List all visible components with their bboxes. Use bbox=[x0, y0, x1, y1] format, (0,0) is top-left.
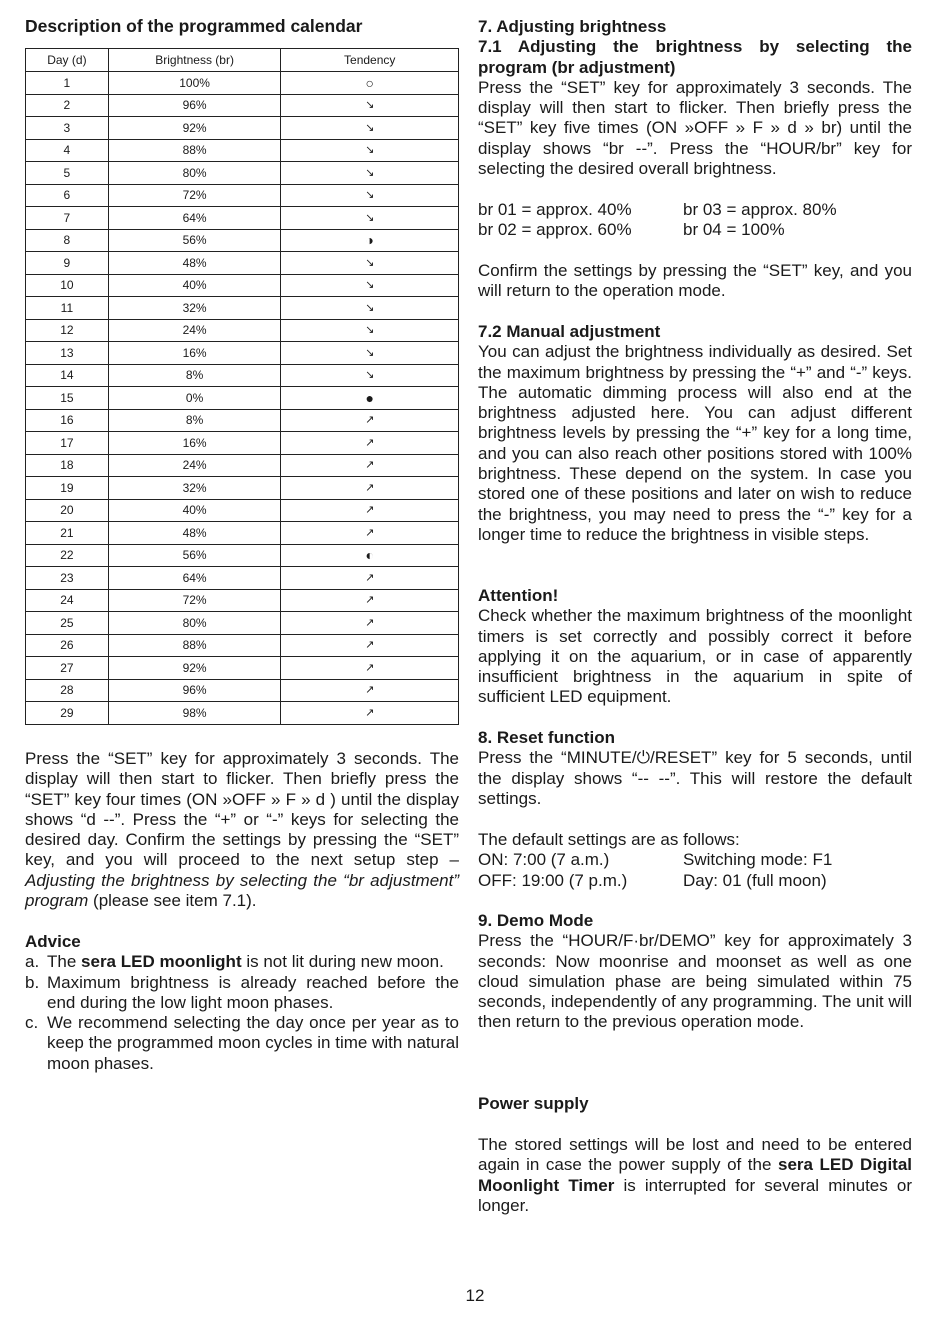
cell-brightness: 64% bbox=[108, 207, 281, 230]
paragraph-7-1: Press the “SET” key for approximately 3 seconds. The display will then start to flicker. Then briefly press the “SET” key five times (ON »OFF » F » d » br) until the display shows “br --”. Press the “HOUR/br” key for selecting the desired overall brightness. bbox=[478, 77, 912, 179]
br01: br 01 = approx. 40% bbox=[478, 200, 632, 219]
heading-7-1: 7.1 Adjusting the brightness by selecting the program (br adjustment) bbox=[478, 37, 912, 77]
cell-tendency: ↗ bbox=[281, 409, 459, 432]
cell-tendency: ↗ bbox=[281, 522, 459, 545]
day-para-end: (please see item 7.1). bbox=[88, 891, 257, 911]
power-product-name: sera LED Digital Moonlight Timer bbox=[478, 1155, 913, 1195]
cell-brightness: 100% bbox=[108, 72, 281, 95]
cell-brightness: 80% bbox=[108, 162, 281, 185]
cell-tendency: ↗ bbox=[281, 657, 459, 680]
cell-day: 12 bbox=[26, 319, 109, 342]
cell-brightness: 80% bbox=[108, 612, 281, 635]
attention-section bbox=[478, 586, 912, 708]
cell-tendency: ↘ bbox=[281, 184, 459, 207]
paragraph-7-2: You can adjust the brightness individually as desired. Set the maximum brightness by pressing the “+” and “-” keys. The automatic dimming process will also end at the brightness adjusted here. You can adjust different brightness levels by pressing the “+” key for a long time, and you can also reach other positions stored with 100% brightness. These depend on the system. In case you stored one of these positions and later on wish to reduce the brightness, you may need to press the “-” key for a longer time to reduce the brightness in visible steps. bbox=[478, 342, 912, 544]
cell-day: 3 bbox=[26, 117, 109, 140]
cell-brightness: 0% bbox=[108, 387, 281, 410]
advice-section bbox=[25, 932, 459, 1074]
cell-day: 2 bbox=[26, 94, 109, 117]
table-row bbox=[26, 184, 459, 207]
section-7 bbox=[478, 17, 912, 179]
table-row bbox=[26, 387, 459, 410]
cell-tendency: ↗ bbox=[281, 634, 459, 657]
heading-8: 8. Reset function bbox=[478, 728, 615, 747]
advice-text: The bbox=[47, 952, 82, 972]
cell-tendency: ↗ bbox=[281, 612, 459, 635]
advice-item bbox=[25, 952, 459, 972]
power-heading: Power supply bbox=[478, 1094, 589, 1113]
cell-brightness: 16% bbox=[108, 342, 281, 365]
table-row bbox=[26, 297, 459, 320]
cell-brightness: 98% bbox=[108, 702, 281, 725]
br04: br 04 = 100% bbox=[683, 220, 785, 240]
cell-brightness: 72% bbox=[108, 589, 281, 612]
cell-brightness: 64% bbox=[108, 567, 281, 590]
cell-day: 10 bbox=[26, 274, 109, 297]
table-row bbox=[26, 634, 459, 657]
cell-day: 15 bbox=[26, 387, 109, 410]
heading-7-2: 7.2 Manual adjustment bbox=[478, 322, 661, 341]
cell-brightness: 48% bbox=[108, 522, 281, 545]
table-row bbox=[26, 432, 459, 455]
table-header-row bbox=[26, 49, 459, 72]
cell-brightness: 92% bbox=[108, 657, 281, 680]
cell-day: 27 bbox=[26, 657, 109, 680]
cell-day: 24 bbox=[26, 589, 109, 612]
header-brightness: Brightness (br) bbox=[108, 49, 281, 72]
power-text-end: is interrupted for several minutes or longer. bbox=[478, 1175, 913, 1215]
cell-day: 16 bbox=[26, 409, 109, 432]
cell-tendency: ↗ bbox=[281, 454, 459, 477]
advice-marker: c. bbox=[25, 1013, 39, 1033]
cell-day: 26 bbox=[26, 634, 109, 657]
cell-day: 6 bbox=[26, 184, 109, 207]
cell-tendency: ↗ bbox=[281, 702, 459, 725]
cell-brightness: 24% bbox=[108, 454, 281, 477]
table-row bbox=[26, 229, 459, 252]
advice-heading: Advice bbox=[25, 932, 81, 951]
section-8 bbox=[478, 728, 912, 809]
table-row bbox=[26, 207, 459, 230]
cell-brightness: 92% bbox=[108, 117, 281, 140]
cell-brightness: 24% bbox=[108, 319, 281, 342]
section-7-2 bbox=[478, 322, 912, 545]
table-row bbox=[26, 477, 459, 500]
section-9 bbox=[478, 911, 912, 1033]
default-off: OFF: 19:00 (7 p.m.) bbox=[478, 870, 628, 890]
cell-brightness: 88% bbox=[108, 139, 281, 162]
cell-tendency: ● bbox=[281, 387, 459, 410]
table-row bbox=[26, 544, 459, 567]
cell-tendency: ↘ bbox=[281, 297, 459, 320]
cell-brightness: 40% bbox=[108, 499, 281, 522]
cell-tendency: ↘ bbox=[281, 139, 459, 162]
table-row bbox=[26, 567, 459, 590]
advice-text: Maximum brightness is already reached before the end during the low light moon phases. bbox=[47, 972, 459, 1012]
header-tendency: Tendency bbox=[281, 49, 459, 72]
calendar-title: Description of the programmed calendar bbox=[25, 16, 363, 36]
cell-day: 11 bbox=[26, 297, 109, 320]
advice-text: We recommend selecting the day once per year as to keep the programmed moon cycles in time with natural moon phases. bbox=[47, 1013, 459, 1073]
table-row bbox=[26, 252, 459, 275]
defaults-intro: The default settings are as follows: bbox=[478, 830, 740, 849]
brightness-levels bbox=[478, 200, 912, 241]
table-row bbox=[26, 657, 459, 680]
attention-heading: Attention! bbox=[478, 586, 559, 605]
advice-bold: sera LED moonlight bbox=[81, 952, 242, 972]
table-row bbox=[26, 342, 459, 365]
default-mode: Switching mode: F1 bbox=[683, 850, 833, 870]
cell-tendency: ○ bbox=[281, 72, 459, 95]
table-row bbox=[26, 162, 459, 185]
cell-tendency: ↘ bbox=[281, 342, 459, 365]
table-row bbox=[26, 274, 459, 297]
table-row bbox=[26, 364, 459, 387]
default-on: ON: 7:00 (7 a.m.) bbox=[478, 850, 610, 870]
power-section bbox=[478, 1094, 912, 1114]
table-row bbox=[26, 94, 459, 117]
cell-brightness: 8% bbox=[108, 364, 281, 387]
cell-day: 25 bbox=[26, 612, 109, 635]
cell-day: 1 bbox=[26, 72, 109, 95]
defaults-section bbox=[478, 830, 912, 891]
page-number: 12 bbox=[465, 1286, 485, 1305]
cell-tendency: ↘ bbox=[281, 162, 459, 185]
table-row bbox=[26, 589, 459, 612]
table-row bbox=[26, 702, 459, 725]
cell-tendency: ↗ bbox=[281, 432, 459, 455]
day-para-text: Press the “SET” key for approximately 3 seconds. The display will then start to flicker. Then briefly press the “SET” key four times (ON »OFF » F » d ) until the display shows “d --”. Press the “+” or “-” keys for selecting the desired day. Confirm the settings by pressing the “SET” key, and you will proceed to the next setup step – bbox=[25, 749, 459, 870]
cell-brightness: 96% bbox=[108, 94, 281, 117]
cell-brightness: 56% bbox=[108, 544, 281, 567]
paragraph-8: Press the “MINUTE/⏻/RESET” key for 5 seconds, until the display shows “-- --”. This will restore the default settings. bbox=[478, 748, 912, 808]
heading-9: 9. Demo Mode bbox=[478, 911, 594, 930]
cell-brightness: 56% bbox=[108, 229, 281, 252]
day-para-italic: Adjusting the brightness by selecting the “br adjustment” program bbox=[25, 870, 459, 911]
cell-tendency: ↗ bbox=[281, 499, 459, 522]
advice-marker: b. bbox=[25, 972, 40, 992]
advice-item bbox=[25, 973, 459, 1014]
cell-tendency: ↘ bbox=[281, 274, 459, 297]
cell-day: 22 bbox=[26, 544, 109, 567]
table-row bbox=[26, 522, 459, 545]
cell-day: 28 bbox=[26, 679, 109, 702]
table-row bbox=[26, 499, 459, 522]
br02: br 02 = approx. 60% bbox=[478, 220, 632, 240]
advice-marker: a. bbox=[25, 952, 40, 972]
cell-day: 13 bbox=[26, 342, 109, 365]
cell-day: 21 bbox=[26, 522, 109, 545]
table-row bbox=[26, 139, 459, 162]
cell-tendency: ↘ bbox=[281, 319, 459, 342]
day-setting-paragraph bbox=[25, 749, 459, 911]
advice-list bbox=[25, 952, 459, 1074]
power-paragraph bbox=[478, 1135, 912, 1216]
cell-day: 29 bbox=[26, 702, 109, 725]
cell-tendency: ↘ bbox=[281, 207, 459, 230]
calendar-table bbox=[25, 48, 459, 725]
table-row bbox=[26, 72, 459, 95]
table-row bbox=[26, 612, 459, 635]
cell-tendency: ◐ bbox=[281, 544, 459, 567]
cell-tendency: ↘ bbox=[281, 117, 459, 140]
cell-tendency: ↗ bbox=[281, 477, 459, 500]
table-row bbox=[26, 319, 459, 342]
attention-paragraph: Check whether the maximum brightness of the moonlight timers is set correctly and possibly correct it before applying it on the aquarium, or in case of apparently insufficient brightness in the aquarium in spite of sufficient LED equipment. bbox=[478, 606, 912, 707]
cell-brightness: 88% bbox=[108, 634, 281, 657]
table-row bbox=[26, 454, 459, 477]
cell-brightness: 48% bbox=[108, 252, 281, 275]
cell-day: 5 bbox=[26, 162, 109, 185]
cell-tendency: ↘ bbox=[281, 364, 459, 387]
cell-brightness: 96% bbox=[108, 679, 281, 702]
table-row bbox=[26, 117, 459, 140]
cell-day: 23 bbox=[26, 567, 109, 590]
cell-brightness: 72% bbox=[108, 184, 281, 207]
cell-day: 19 bbox=[26, 477, 109, 500]
br03: br 03 = approx. 80% bbox=[683, 200, 837, 219]
cell-brightness: 40% bbox=[108, 274, 281, 297]
header-day: Day (d) bbox=[26, 49, 109, 72]
cell-day: 20 bbox=[26, 499, 109, 522]
cell-tendency: ◑ bbox=[281, 229, 459, 252]
cell-day: 9 bbox=[26, 252, 109, 275]
cell-brightness: 16% bbox=[108, 432, 281, 455]
cell-day: 7 bbox=[26, 207, 109, 230]
cell-day: 14 bbox=[26, 364, 109, 387]
cell-brightness: 8% bbox=[108, 409, 281, 432]
cell-day: 4 bbox=[26, 139, 109, 162]
cell-brightness: 32% bbox=[108, 297, 281, 320]
table-row bbox=[26, 409, 459, 432]
cell-day: 8 bbox=[26, 229, 109, 252]
cell-tendency: ↗ bbox=[281, 567, 459, 590]
power-text: The stored settings will be lost and need to be entered again in case the power supply of the bbox=[478, 1135, 912, 1175]
cell-day: 18 bbox=[26, 454, 109, 477]
heading-7: 7. Adjusting brightness bbox=[478, 17, 667, 36]
cell-tendency: ↘ bbox=[281, 94, 459, 117]
paragraph-9: Press the “HOUR/F·br/DEMO” key for approximately 3 seconds: Now moonrise and moonset as well as one cloud simulation phase are being simulated within 75 seconds, independently of any programming. The unit will then return to the previous operation mode. bbox=[478, 931, 912, 1032]
table-row bbox=[26, 679, 459, 702]
cell-tendency: ↗ bbox=[281, 679, 459, 702]
cell-tendency: ↗ bbox=[281, 589, 459, 612]
advice-item bbox=[25, 1013, 459, 1074]
confirm-paragraph: Confirm the settings by pressing the “SET” key, and you will return to the operation mode. bbox=[478, 261, 912, 301]
cell-brightness: 32% bbox=[108, 477, 281, 500]
cell-tendency: ↘ bbox=[281, 252, 459, 275]
cell-day: 17 bbox=[26, 432, 109, 455]
advice-text-end: is not lit during new moon. bbox=[241, 952, 444, 972]
default-day: Day: 01 (full moon) bbox=[683, 870, 827, 890]
